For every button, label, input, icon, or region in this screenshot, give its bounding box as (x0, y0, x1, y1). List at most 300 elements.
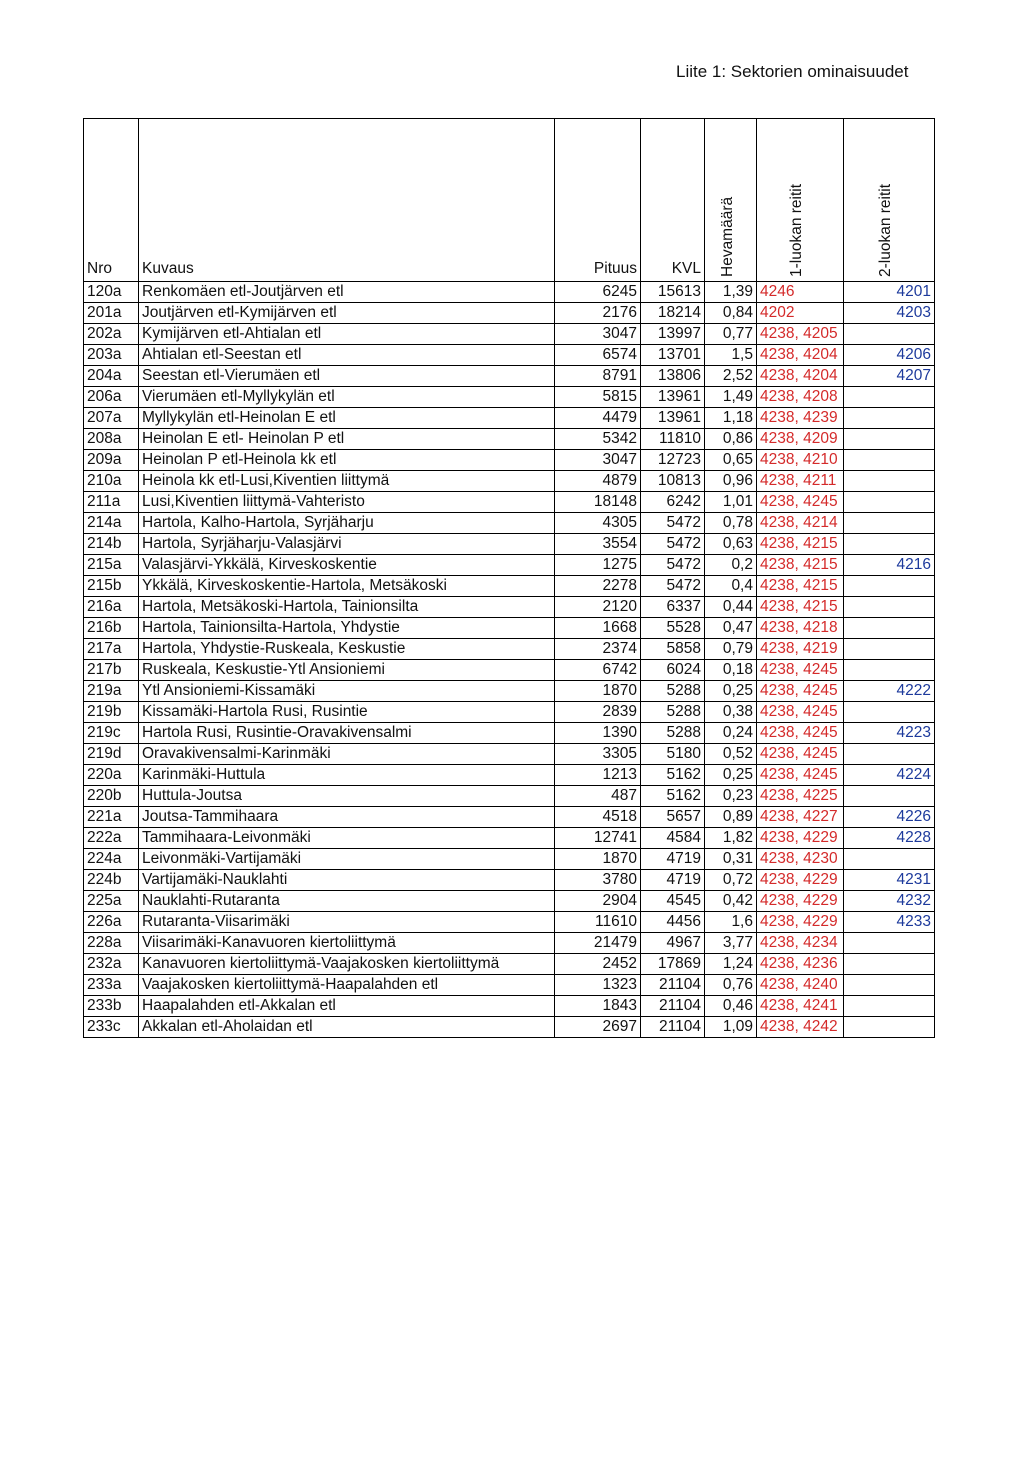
cell-nro: 209a (84, 450, 139, 471)
cell-luokka1-reitit: 4238, 4245 (757, 723, 844, 744)
cell-pituus: 1843 (555, 996, 641, 1017)
cell-pituus: 12741 (555, 828, 641, 849)
cell-nro: 219c (84, 723, 139, 744)
cell-luokka2-reitit (844, 387, 935, 408)
cell-luokka2-reitit: 4201 (844, 282, 935, 303)
cell-kvl: 5472 (641, 555, 705, 576)
cell-pituus: 5815 (555, 387, 641, 408)
cell-pituus: 3554 (555, 534, 641, 555)
cell-pituus: 1390 (555, 723, 641, 744)
cell-kvl: 5288 (641, 702, 705, 723)
cell-kuvaus: Heinolan P etl-Heinola kk etl (139, 450, 555, 471)
table-row (84, 303, 935, 324)
cell-kuvaus: Joutsa-Tammihaara (139, 807, 555, 828)
table-row (84, 492, 935, 513)
cell-luokka1-reitit: 4238, 4208 (757, 387, 844, 408)
cell-luokka2-reitit: 4206 (844, 345, 935, 366)
cell-nro: 224a (84, 849, 139, 870)
cell-kuvaus: Vartijamäki-Nauklahti (139, 870, 555, 891)
cell-luokka2-reitit (844, 1017, 935, 1038)
cell-hevamaara: 1,6 (705, 912, 757, 933)
cell-kvl: 4967 (641, 933, 705, 954)
cell-luokka2-reitit (844, 954, 935, 975)
cell-luokka1-reitit: 4238, 4205 (757, 324, 844, 345)
cell-luokka2-reitit: 4232 (844, 891, 935, 912)
cell-nro: 221a (84, 807, 139, 828)
cell-kuvaus: Hartola, Syrjäharju-Valasjärvi (139, 534, 555, 555)
table-row (84, 996, 935, 1017)
cell-luokka1-reitit: 4238, 4225 (757, 786, 844, 807)
cell-kuvaus: Heinolan E etl- Heinolan P etl (139, 429, 555, 450)
cell-kvl: 21104 (641, 996, 705, 1017)
cell-kvl: 4545 (641, 891, 705, 912)
header-hevamaara-label: Hevamäärä (718, 196, 736, 277)
cell-kvl: 5858 (641, 639, 705, 660)
cell-hevamaara: 0,47 (705, 618, 757, 639)
cell-kuvaus: Hartola, Metsäkoski-Hartola, Tainionsilta (139, 597, 555, 618)
cell-luokka1-reitit: 4238, 4229 (757, 891, 844, 912)
cell-pituus: 487 (555, 786, 641, 807)
table-row (84, 387, 935, 408)
cell-luokka2-reitit (844, 975, 935, 996)
cell-hevamaara: 0,76 (705, 975, 757, 996)
header-kuvaus: Kuvaus (139, 119, 555, 282)
cell-hevamaara: 0,63 (705, 534, 757, 555)
cell-hevamaara: 1,39 (705, 282, 757, 303)
table-row (84, 555, 935, 576)
cell-pituus: 3047 (555, 324, 641, 345)
cell-nro: 232a (84, 954, 139, 975)
cell-kvl: 11810 (641, 429, 705, 450)
cell-pituus: 4879 (555, 471, 641, 492)
sector-table (83, 118, 935, 1038)
cell-luokka2-reitit (844, 639, 935, 660)
table-row (84, 597, 935, 618)
cell-hevamaara: 0,4 (705, 576, 757, 597)
cell-pituus: 1668 (555, 618, 641, 639)
cell-kvl: 12723 (641, 450, 705, 471)
cell-pituus: 4305 (555, 513, 641, 534)
cell-kuvaus: Renkomäen etl-Joutjärven etl (139, 282, 555, 303)
cell-nro: 220a (84, 765, 139, 786)
header-kvl: KVL (641, 119, 705, 282)
table-row (84, 870, 935, 891)
cell-pituus: 3305 (555, 744, 641, 765)
cell-luokka1-reitit: 4238, 4230 (757, 849, 844, 870)
cell-nro: 216a (84, 597, 139, 618)
cell-kuvaus: Haapalahden etl-Akkalan etl (139, 996, 555, 1017)
cell-nro: 225a (84, 891, 139, 912)
table-row (84, 450, 935, 471)
cell-pituus: 1870 (555, 681, 641, 702)
cell-kvl: 5657 (641, 807, 705, 828)
cell-kvl: 17869 (641, 954, 705, 975)
cell-pituus: 4518 (555, 807, 641, 828)
cell-luokka1-reitit: 4238, 4239 (757, 408, 844, 429)
cell-luokka2-reitit (844, 744, 935, 765)
cell-hevamaara: 0,52 (705, 744, 757, 765)
cell-hevamaara: 0,25 (705, 681, 757, 702)
cell-pituus: 8791 (555, 366, 641, 387)
cell-nro: 217b (84, 660, 139, 681)
cell-kuvaus: Huttula-Joutsa (139, 786, 555, 807)
table-row (84, 660, 935, 681)
cell-luokka2-reitit (844, 618, 935, 639)
cell-hevamaara: 0,46 (705, 996, 757, 1017)
cell-luokka2-reitit (844, 933, 935, 954)
cell-kuvaus: Vaajakosken kiertoliittymä-Haapalahden etl (139, 975, 555, 996)
table-row (84, 534, 935, 555)
cell-nro: 224b (84, 870, 139, 891)
header-nro: Nro (84, 119, 139, 282)
cell-pituus: 3047 (555, 450, 641, 471)
cell-nro: 233b (84, 996, 139, 1017)
table-row (84, 681, 935, 702)
table-row (84, 933, 935, 954)
cell-luokka1-reitit: 4238, 4214 (757, 513, 844, 534)
cell-nro: 219a (84, 681, 139, 702)
cell-pituus: 11610 (555, 912, 641, 933)
cell-kvl: 13997 (641, 324, 705, 345)
cell-luokka2-reitit (844, 513, 935, 534)
table-row (84, 828, 935, 849)
cell-kvl: 4719 (641, 870, 705, 891)
cell-hevamaara: 0,18 (705, 660, 757, 681)
table-row (84, 576, 935, 597)
table-row (84, 282, 935, 303)
cell-hevamaara: 0,42 (705, 891, 757, 912)
cell-hevamaara: 0,23 (705, 786, 757, 807)
cell-kvl: 6024 (641, 660, 705, 681)
table-row (84, 366, 935, 387)
cell-luokka1-reitit: 4238, 4245 (757, 744, 844, 765)
cell-pituus: 1870 (555, 849, 641, 870)
cell-kuvaus: Hartola, Kalho-Hartola, Syrjäharju (139, 513, 555, 534)
cell-luokka1-reitit: 4238, 4229 (757, 828, 844, 849)
cell-hevamaara: 0,96 (705, 471, 757, 492)
cell-hevamaara: 2,52 (705, 366, 757, 387)
cell-kuvaus: Rutaranta-Viisarimäki (139, 912, 555, 933)
cell-luokka2-reitit (844, 492, 935, 513)
cell-kuvaus: Ytl Ansioniemi-Kissamäki (139, 681, 555, 702)
table-row (84, 723, 935, 744)
cell-nro: 202a (84, 324, 139, 345)
cell-luokka1-reitit: 4238, 4236 (757, 954, 844, 975)
cell-nro: 214b (84, 534, 139, 555)
table-row (84, 1017, 935, 1038)
cell-hevamaara: 0,84 (705, 303, 757, 324)
cell-kuvaus: Akkalan etl-Aholaidan etl (139, 1017, 555, 1038)
table-row (84, 324, 935, 345)
cell-kuvaus: Hartola, Yhdystie-Ruskeala, Keskustie (139, 639, 555, 660)
cell-kuvaus: Viisarimäki-Kanavuoren kiertoliittymä (139, 933, 555, 954)
cell-kvl: 21104 (641, 975, 705, 996)
cell-hevamaara: 1,18 (705, 408, 757, 429)
cell-kvl: 4456 (641, 912, 705, 933)
cell-nro: 210a (84, 471, 139, 492)
cell-pituus: 2374 (555, 639, 641, 660)
cell-luokka1-reitit: 4238, 4204 (757, 366, 844, 387)
cell-luokka1-reitit: 4246 (757, 282, 844, 303)
cell-kvl: 21104 (641, 1017, 705, 1038)
table-row (84, 702, 935, 723)
cell-nro: 204a (84, 366, 139, 387)
cell-kvl: 5288 (641, 681, 705, 702)
cell-kuvaus: Tammihaara-Leivonmäki (139, 828, 555, 849)
cell-kvl: 4584 (641, 828, 705, 849)
cell-kuvaus: Kanavuoren kiertoliittymä-Vaajakosken kiertoliittymä (139, 954, 555, 975)
cell-kvl: 5288 (641, 723, 705, 744)
cell-hevamaara: 0,38 (705, 702, 757, 723)
cell-pituus: 1213 (555, 765, 641, 786)
cell-luokka2-reitit (844, 660, 935, 681)
cell-kuvaus: Ykkälä, Kirveskoskentie-Hartola, Metsäkoski (139, 576, 555, 597)
cell-luokka1-reitit: 4238, 4215 (757, 555, 844, 576)
cell-hevamaara: 1,82 (705, 828, 757, 849)
cell-pituus: 6245 (555, 282, 641, 303)
cell-kvl: 13961 (641, 387, 705, 408)
cell-hevamaara: 0,86 (705, 429, 757, 450)
cell-nro: 228a (84, 933, 139, 954)
cell-nro: 215b (84, 576, 139, 597)
cell-hevamaara: 0,72 (705, 870, 757, 891)
cell-pituus: 2176 (555, 303, 641, 324)
cell-kuvaus: Karinmäki-Huttula (139, 765, 555, 786)
cell-pituus: 6574 (555, 345, 641, 366)
cell-luokka2-reitit (844, 408, 935, 429)
cell-pituus: 3780 (555, 870, 641, 891)
header-row (84, 119, 935, 282)
cell-kuvaus: Heinola kk etl-Lusi,Kiventien liittymä (139, 471, 555, 492)
table-row (84, 513, 935, 534)
cell-luokka1-reitit: 4238, 4240 (757, 975, 844, 996)
cell-pituus: 21479 (555, 933, 641, 954)
header-hevamaara (705, 119, 757, 282)
cell-luokka1-reitit: 4238, 4245 (757, 765, 844, 786)
table-row (84, 786, 935, 807)
table-row (84, 471, 935, 492)
table-row (84, 345, 935, 366)
cell-kuvaus: Seestan etl-Vierumäen etl (139, 366, 555, 387)
cell-luokka1-reitit: 4238, 4245 (757, 681, 844, 702)
table-row (84, 408, 935, 429)
table-row (84, 744, 935, 765)
cell-kuvaus: Leivonmäki-Vartijamäki (139, 849, 555, 870)
cell-luokka1-reitit: 4238, 4227 (757, 807, 844, 828)
header-luokka1 (757, 119, 844, 282)
cell-kuvaus: Lusi,Kiventien liittymä-Vahteristo (139, 492, 555, 513)
cell-nro: 211a (84, 492, 139, 513)
cell-nro: 201a (84, 303, 139, 324)
cell-luokka2-reitit: 4216 (844, 555, 935, 576)
cell-luokka1-reitit: 4238, 4218 (757, 618, 844, 639)
cell-kvl: 5472 (641, 576, 705, 597)
cell-hevamaara: 1,5 (705, 345, 757, 366)
cell-kvl: 6337 (641, 597, 705, 618)
cell-luokka2-reitit (844, 996, 935, 1017)
cell-nro: 217a (84, 639, 139, 660)
cell-pituus: 1323 (555, 975, 641, 996)
cell-luokka2-reitit (844, 786, 935, 807)
cell-kuvaus: Nauklahti-Rutaranta (139, 891, 555, 912)
cell-luokka1-reitit: 4238, 4211 (757, 471, 844, 492)
cell-luokka1-reitit: 4238, 4229 (757, 912, 844, 933)
cell-pituus: 2697 (555, 1017, 641, 1038)
cell-hevamaara: 1,09 (705, 1017, 757, 1038)
cell-kvl: 13701 (641, 345, 705, 366)
cell-hevamaara: 0,65 (705, 450, 757, 471)
cell-kuvaus: Kissamäki-Hartola Rusi, Rusintie (139, 702, 555, 723)
cell-kuvaus: Ahtialan etl-Seestan etl (139, 345, 555, 366)
cell-nro: 219d (84, 744, 139, 765)
cell-luokka2-reitit: 4222 (844, 681, 935, 702)
cell-kuvaus: Vierumäen etl-Myllykylän etl (139, 387, 555, 408)
cell-nro: 215a (84, 555, 139, 576)
cell-luokka1-reitit: 4238, 4204 (757, 345, 844, 366)
cell-luokka1-reitit: 4238, 4245 (757, 492, 844, 513)
cell-kuvaus: Oravakivensalmi-Karinmäki (139, 744, 555, 765)
cell-kuvaus: Valasjärvi-Ykkälä, Kirveskoskentie (139, 555, 555, 576)
cell-luokka2-reitit (844, 849, 935, 870)
cell-hevamaara: 0,24 (705, 723, 757, 744)
cell-luokka2-reitit (844, 597, 935, 618)
table-row (84, 891, 935, 912)
cell-hevamaara: 3,77 (705, 933, 757, 954)
cell-hevamaara: 0,2 (705, 555, 757, 576)
cell-pituus: 2278 (555, 576, 641, 597)
cell-kvl: 5528 (641, 618, 705, 639)
cell-luokka2-reitit: 4207 (844, 366, 935, 387)
cell-nro: 208a (84, 429, 139, 450)
cell-kuvaus: Hartola, Tainionsilta-Hartola, Yhdystie (139, 618, 555, 639)
cell-luokka2-reitit (844, 471, 935, 492)
cell-pituus: 2839 (555, 702, 641, 723)
cell-luokka1-reitit: 4238, 4242 (757, 1017, 844, 1038)
cell-kuvaus: Joutjärven etl-Kymijärven etl (139, 303, 555, 324)
cell-luokka1-reitit: 4238, 4210 (757, 450, 844, 471)
cell-luokka2-reitit: 4233 (844, 912, 935, 933)
cell-luokka2-reitit (844, 324, 935, 345)
cell-hevamaara: 0,89 (705, 807, 757, 828)
cell-luokka1-reitit: 4202 (757, 303, 844, 324)
cell-hevamaara: 1,01 (705, 492, 757, 513)
cell-pituus: 1275 (555, 555, 641, 576)
cell-luokka1-reitit: 4238, 4219 (757, 639, 844, 660)
cell-kuvaus: Ruskeala, Keskustie-Ytl Ansioniemi (139, 660, 555, 681)
table-row (84, 954, 935, 975)
cell-kvl: 5162 (641, 765, 705, 786)
table-row (84, 618, 935, 639)
cell-kvl: 13961 (641, 408, 705, 429)
cell-luokka2-reitit: 4228 (844, 828, 935, 849)
cell-hevamaara: 1,24 (705, 954, 757, 975)
cell-nro: 203a (84, 345, 139, 366)
cell-luokka1-reitit: 4238, 4234 (757, 933, 844, 954)
table-body (84, 282, 935, 1038)
cell-nro: 233a (84, 975, 139, 996)
cell-kvl: 10813 (641, 471, 705, 492)
cell-nro: 216b (84, 618, 139, 639)
cell-pituus: 6742 (555, 660, 641, 681)
cell-kvl: 4719 (641, 849, 705, 870)
cell-luokka2-reitit: 4231 (844, 870, 935, 891)
cell-kuvaus: Myllykylän etl-Heinolan E etl (139, 408, 555, 429)
cell-hevamaara: 0,79 (705, 639, 757, 660)
cell-kvl: 5162 (641, 786, 705, 807)
cell-luokka1-reitit: 4238, 4245 (757, 660, 844, 681)
table-row (84, 849, 935, 870)
table-row (84, 429, 935, 450)
cell-pituus: 18148 (555, 492, 641, 513)
cell-nro: 207a (84, 408, 139, 429)
cell-pituus: 2452 (555, 954, 641, 975)
cell-kuvaus: Hartola Rusi, Rusintie-Oravakivensalmi (139, 723, 555, 744)
cell-nro: 226a (84, 912, 139, 933)
cell-luokka1-reitit: 4238, 4209 (757, 429, 844, 450)
cell-pituus: 2904 (555, 891, 641, 912)
cell-luokka1-reitit: 4238, 4215 (757, 576, 844, 597)
cell-luokka2-reitit (844, 429, 935, 450)
cell-nro: 206a (84, 387, 139, 408)
cell-hevamaara: 0,78 (705, 513, 757, 534)
cell-luokka1-reitit: 4238, 4215 (757, 597, 844, 618)
cell-kvl: 18214 (641, 303, 705, 324)
cell-luokka2-reitit: 4224 (844, 765, 935, 786)
cell-luokka2-reitit: 4203 (844, 303, 935, 324)
cell-kvl: 5472 (641, 534, 705, 555)
header-pituus: Pituus (555, 119, 641, 282)
cell-luokka1-reitit: 4238, 4229 (757, 870, 844, 891)
cell-pituus: 4479 (555, 408, 641, 429)
table-row (84, 912, 935, 933)
cell-kvl: 6242 (641, 492, 705, 513)
cell-luokka1-reitit: 4238, 4245 (757, 702, 844, 723)
header-luokka2-label: 2-luokan reitit (877, 183, 894, 277)
table-row (84, 765, 935, 786)
cell-luokka1-reitit: 4238, 4241 (757, 996, 844, 1017)
cell-nro: 233c (84, 1017, 139, 1038)
table-row (84, 807, 935, 828)
cell-kvl: 5472 (641, 513, 705, 534)
cell-kvl: 15613 (641, 282, 705, 303)
table-row (84, 975, 935, 996)
cell-nro: 220b (84, 786, 139, 807)
cell-hevamaara: 0,25 (705, 765, 757, 786)
cell-nro: 120a (84, 282, 139, 303)
cell-luokka2-reitit (844, 576, 935, 597)
cell-pituus: 5342 (555, 429, 641, 450)
cell-hevamaara: 0,31 (705, 849, 757, 870)
header-luokka1-label: 1-luokan reitit (788, 183, 805, 277)
table-row (84, 639, 935, 660)
cell-hevamaara: 0,44 (705, 597, 757, 618)
cell-nro: 214a (84, 513, 139, 534)
cell-luokka2-reitit: 4223 (844, 723, 935, 744)
cell-kvl: 5180 (641, 744, 705, 765)
cell-luokka2-reitit (844, 702, 935, 723)
cell-luokka2-reitit (844, 450, 935, 471)
cell-pituus: 2120 (555, 597, 641, 618)
cell-kvl: 13806 (641, 366, 705, 387)
cell-luokka2-reitit: 4226 (844, 807, 935, 828)
cell-luokka2-reitit (844, 534, 935, 555)
cell-nro: 219b (84, 702, 139, 723)
cell-nro: 222a (84, 828, 139, 849)
cell-hevamaara: 1,49 (705, 387, 757, 408)
cell-luokka1-reitit: 4238, 4215 (757, 534, 844, 555)
cell-kuvaus: Kymijärven etl-Ahtialan etl (139, 324, 555, 345)
page-title: Liite 1: Sektorien ominaisuudet (676, 62, 909, 81)
